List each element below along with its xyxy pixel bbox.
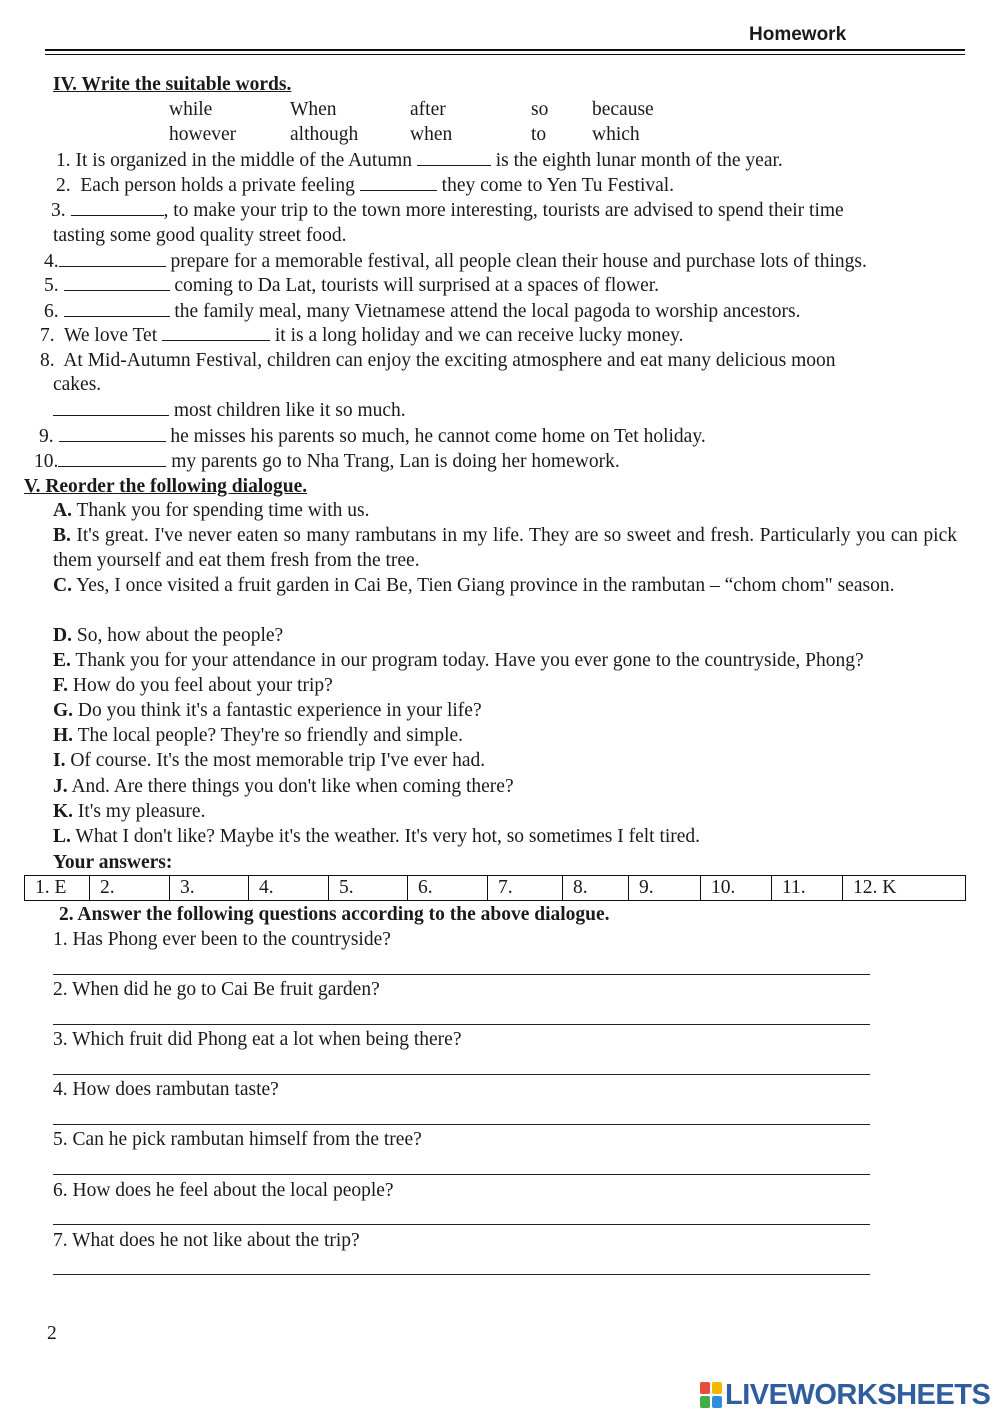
dialogue-letter: G. xyxy=(53,700,74,721)
header-rule-thin xyxy=(45,54,965,55)
logo-square-icon xyxy=(712,1382,722,1394)
word-bank-word: to xyxy=(531,124,547,145)
item-text-before: We love Tet xyxy=(64,325,158,346)
exercise-item xyxy=(39,423,706,449)
answer-line[interactable] xyxy=(53,1224,870,1225)
word-bank-word: when xyxy=(410,124,453,145)
word-bank-word: When xyxy=(290,99,337,120)
dialogue-letter: A. xyxy=(53,500,72,521)
item-number: 1. xyxy=(56,150,71,171)
dialogue-line xyxy=(53,824,700,849)
item-text-after: , to make your trip to the town more interesting, tourists are advised to spend their time xyxy=(163,200,844,221)
exercise-item-continuation: cakes. xyxy=(53,374,102,395)
answer-cell[interactable]: 5. xyxy=(329,876,408,901)
answer-blank[interactable] xyxy=(162,322,270,341)
exercise-item-continuation xyxy=(53,397,406,423)
dialogue-text: It's my pleasure. xyxy=(77,801,206,822)
dialogue-line xyxy=(53,774,514,799)
dialogue-line xyxy=(53,623,283,648)
word-bank-word: although xyxy=(290,124,359,145)
item-number: 8. xyxy=(40,350,55,371)
liveworksheets-logo-icon xyxy=(700,1382,722,1408)
dialogue-line xyxy=(53,673,333,698)
item-number: 10. xyxy=(34,451,59,472)
answer-blank[interactable] xyxy=(417,147,491,166)
part-2-title: 2. Answer the following questions according to the above dialogue. xyxy=(59,904,610,925)
answer-cell[interactable]: 6. xyxy=(408,876,488,901)
item-text-after: they come to Yen Tu Festival. xyxy=(441,175,675,196)
answer-line[interactable] xyxy=(53,1274,870,1275)
answer-blank[interactable] xyxy=(59,248,166,267)
dialogue-text: Thank you for spending time with us. xyxy=(76,500,370,521)
dialogue-text: How do you feel about your trip? xyxy=(72,675,333,696)
answer-cell[interactable]: 8. xyxy=(563,876,629,901)
exercise-item xyxy=(44,248,867,274)
item-number: 5. xyxy=(44,275,59,296)
answer-cell[interactable]: 11. xyxy=(772,876,843,901)
question: 4. How does rambutan taste? xyxy=(53,1079,279,1100)
answer-blank[interactable] xyxy=(64,272,170,291)
answer-cell[interactable]: 12. K xyxy=(843,876,966,901)
item-text-after: prepare for a memorable festival, all people clean their house and purchase lots of things. xyxy=(170,251,867,272)
answer-cell[interactable]: 2. xyxy=(90,876,170,901)
item-text-after: the family meal, many Vietnamese attend the local pagoda to worship ancestors. xyxy=(174,301,801,322)
exercise-item-continuation: tasting some good quality street food. xyxy=(53,225,347,246)
dialogue-text: What I don't like? Maybe it's the weather. It's very hot, so sometimes I felt tired. xyxy=(75,826,701,847)
exercise-item xyxy=(40,348,836,373)
answer-cell[interactable]: 10. xyxy=(701,876,772,901)
item-number: 7. xyxy=(40,325,55,346)
answer-line[interactable] xyxy=(53,974,870,975)
dialogue-line xyxy=(53,748,485,773)
dialogue-letter: F. xyxy=(53,675,68,696)
exercise-item xyxy=(34,448,620,474)
question: 2. When did he go to Cai Be fruit garden? xyxy=(53,979,380,1000)
answer-cell[interactable]: 7. xyxy=(488,876,563,901)
item-number: 9. xyxy=(39,426,54,447)
answer-blank[interactable] xyxy=(64,298,170,317)
dialogue-text: Thank you for your attendance in our program today. Have you ever gone to the countryside, Phong? xyxy=(75,650,864,671)
dialogue-letter: L. xyxy=(53,826,71,847)
word-bank-word: because xyxy=(592,99,654,120)
dialogue-line xyxy=(53,523,957,573)
answer-cell[interactable]: 9. xyxy=(629,876,701,901)
logo-square-icon xyxy=(712,1396,722,1408)
logo-square-icon xyxy=(700,1396,710,1408)
answer-blank[interactable] xyxy=(71,197,164,216)
item-text-before: It is organized in the middle of the Autumn xyxy=(75,150,412,171)
logo-square-icon xyxy=(700,1382,710,1394)
item-text-before: Each person holds a private feeling xyxy=(80,175,355,196)
item-text-after: is the eighth lunar month of the year. xyxy=(495,150,783,171)
item-text-after: he misses his parents so much, he cannot come home on Tet holiday. xyxy=(170,426,706,447)
question: 6. How does he feel about the local people? xyxy=(53,1180,394,1201)
item-number: 6. xyxy=(44,301,59,322)
dialogue-line xyxy=(53,573,957,598)
answer-blank[interactable] xyxy=(58,448,166,467)
answer-blank[interactable] xyxy=(53,397,169,416)
exercise-item xyxy=(44,298,800,324)
dialogue-letter: H. xyxy=(53,725,74,746)
answer-line[interactable] xyxy=(53,1024,870,1025)
item-number: 4. xyxy=(44,251,59,272)
section-4-title: IV. Write the suitable words. xyxy=(53,74,292,95)
answer-cell[interactable]: 1. E xyxy=(25,876,90,901)
answers-row xyxy=(25,876,966,901)
dialogue-line xyxy=(53,498,370,523)
dialogue-text: The local people? They're so friendly and simple. xyxy=(77,725,464,746)
word-bank-word: which xyxy=(592,124,640,145)
dialogue-text: Of course. It's the most memorable trip I've ever had. xyxy=(70,750,486,771)
dialogue-letter: D. xyxy=(53,625,72,646)
dialogue-line xyxy=(53,698,482,723)
exercise-item xyxy=(56,172,674,198)
word-bank-word: while xyxy=(169,99,213,120)
dialogue-letter: K. xyxy=(53,801,74,822)
answer-cell[interactable]: 3. xyxy=(170,876,249,901)
item-text-after: it is a long holiday and we can receive lucky money. xyxy=(274,325,684,346)
liveworksheets-logo xyxy=(700,1378,990,1412)
item-number: 3. xyxy=(51,200,66,221)
exercise-item xyxy=(56,147,783,173)
item-text: At Mid-Autumn Festival, children can enjoy the exciting atmosphere and eat many delicious moon xyxy=(63,350,836,371)
question: 3. Which fruit did Phong eat a lot when being there? xyxy=(53,1029,462,1050)
answer-line[interactable] xyxy=(53,1124,870,1125)
section-5-title: V. Reorder the following dialogue. xyxy=(24,476,308,497)
logo-text: LIVEWORKSHEETS xyxy=(725,1378,991,1411)
word-bank-word: so xyxy=(531,99,549,120)
dialogue-letter: E. xyxy=(53,650,71,671)
question: 1. Has Phong ever been to the countryside? xyxy=(53,929,391,950)
exercise-item xyxy=(40,322,684,348)
dialogue-letter: I. xyxy=(53,750,66,771)
dialogue-letter: B. xyxy=(53,525,71,546)
answers-label: Your answers: xyxy=(53,852,173,873)
item-text-after: coming to Da Lat, tourists will surprised at a spaces of flower. xyxy=(174,275,660,296)
dialogue-text: So, how about the people? xyxy=(76,625,284,646)
answer-blank[interactable] xyxy=(360,172,437,191)
dialogue-text: Do you think it's a fantastic experience in your life? xyxy=(77,700,482,721)
page-number: 2 xyxy=(47,1323,57,1344)
answer-line[interactable] xyxy=(53,1074,870,1075)
answer-line[interactable] xyxy=(53,1174,870,1175)
dialogue-letter: C. xyxy=(53,575,72,596)
answer-cell[interactable]: 4. xyxy=(249,876,329,901)
page-header-title: Homework xyxy=(749,24,847,45)
answers-table xyxy=(24,875,966,901)
question: 7. What does he not like about the trip? xyxy=(53,1230,360,1251)
dialogue-text: And. Are there things you don't like when coming there? xyxy=(71,776,514,797)
item-text-after: my parents go to Nha Trang, Lan is doing her homework. xyxy=(171,451,620,472)
question: 5. Can he pick rambutan himself from the tree? xyxy=(53,1129,422,1150)
dialogue-text: It's great. I've never eaten so many rambutans in my life. They are so sweet and fresh. Particularly you can pick them yourself and eat them fresh from the tree. xyxy=(53,525,957,571)
dialogue-text: Yes, I once visited a fruit garden in Cai Be, Tien Giang province in the rambutan – “chom chom" season. xyxy=(76,575,895,596)
dialogue-line xyxy=(53,723,463,748)
answer-blank[interactable] xyxy=(59,423,166,442)
dialogue-line xyxy=(53,648,864,673)
word-bank-word: however xyxy=(169,124,237,145)
exercise-item xyxy=(44,272,659,298)
dialogue-line xyxy=(53,799,205,824)
header-rule-thick xyxy=(45,49,965,51)
item-text-after: most children like it so much. xyxy=(173,400,406,421)
exercise-item xyxy=(51,197,844,223)
item-number: 2. xyxy=(56,175,71,196)
word-bank-word: after xyxy=(410,99,446,120)
dialogue-letter: J. xyxy=(53,776,68,797)
